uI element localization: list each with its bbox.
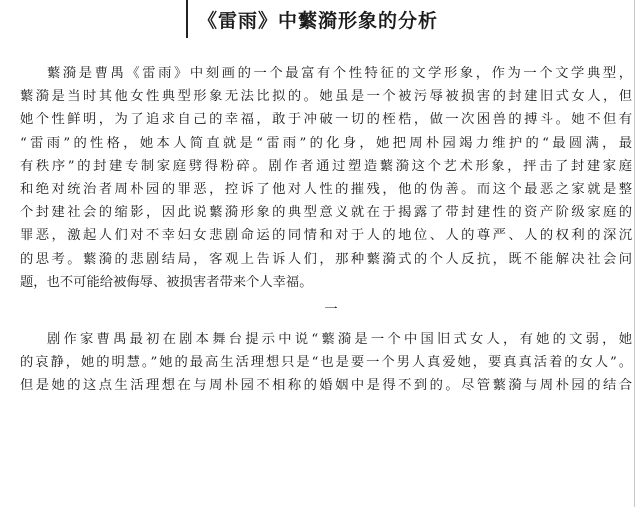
paragraph-1-line: 和绝对统治者周朴园的罪恶，控诉了他对人性的摧残，他的伪善。而这个最恶之家就是整 xyxy=(20,181,632,197)
article-body xyxy=(20,62,632,398)
paragraph-1-line: 题，也不可能给被侮辱、被损害者带来个人幸福。 xyxy=(20,274,313,290)
paragraph-2-line: 剧作家曹禺最初在剧本舞台提示中说“蘩漪是一个中国旧式女人，有她的文弱，她 xyxy=(47,332,632,348)
paragraph-1-line: “雷雨”的性格，她本人简直就是“雷雨”的化身，她把周朴园竭力维护的“最圆满，最 xyxy=(20,135,632,151)
paragraph-1-line: 蘩漪是曹禺《雷雨》中刻画的一个最富有个性特征的文学形象，作为一个文学典型， xyxy=(47,66,632,81)
paragraph-1-line: 的思考。蘩漪的悲剧结局，客观上告诉人们，那种蘩漪式的个人反抗，既不能解决社会问 xyxy=(20,251,632,267)
page-title: 《雷雨》中蘩漪形象的分析 xyxy=(198,9,439,32)
paragraph-1-line: 她个性鲜明，为了追求自己的幸福，敢于冲破一切的桎梏，做一次困兽的搏斗。她不但有 xyxy=(20,112,632,128)
paragraph-1-line: 有秩序”的封建专制家庭劈得粉碎。剧作者通过塑造蘩漪这个艺术形象，抨击了封建家庭 xyxy=(20,158,632,174)
section-separator: 一 xyxy=(324,301,338,317)
paragraph-1-line: 个封建社会的缩影，因此说蘩漪形象的典型意义就在于揭露了带封建性的资产阶级家庭的 xyxy=(20,205,632,221)
paragraph-1-line: 罪恶，激起人们对不幸妇女悲剧命运的同情和对于人的地位、人的尊严、人的权利的深沉 xyxy=(20,228,632,244)
paragraph-1-line: 蘩漪是当时其他女性典型形象无法比拟的。她虽是一个被污辱被损害的封建旧式女人，但 xyxy=(20,89,632,105)
paragraph-2-line: 但是她的这点生活理想在与周朴园不相称的婚姻中是得不到的。尽管蘩漪与周朴园的结合 xyxy=(20,378,632,394)
title-bar xyxy=(186,0,438,38)
paragraph-2-line: 的哀静，她的明慧。”她的最高生活理想只是“也是要一个男人真爱她，要真真活着的女人”。 xyxy=(20,355,632,371)
paragraph-1 xyxy=(20,62,632,294)
paragraph-2 xyxy=(20,328,632,398)
